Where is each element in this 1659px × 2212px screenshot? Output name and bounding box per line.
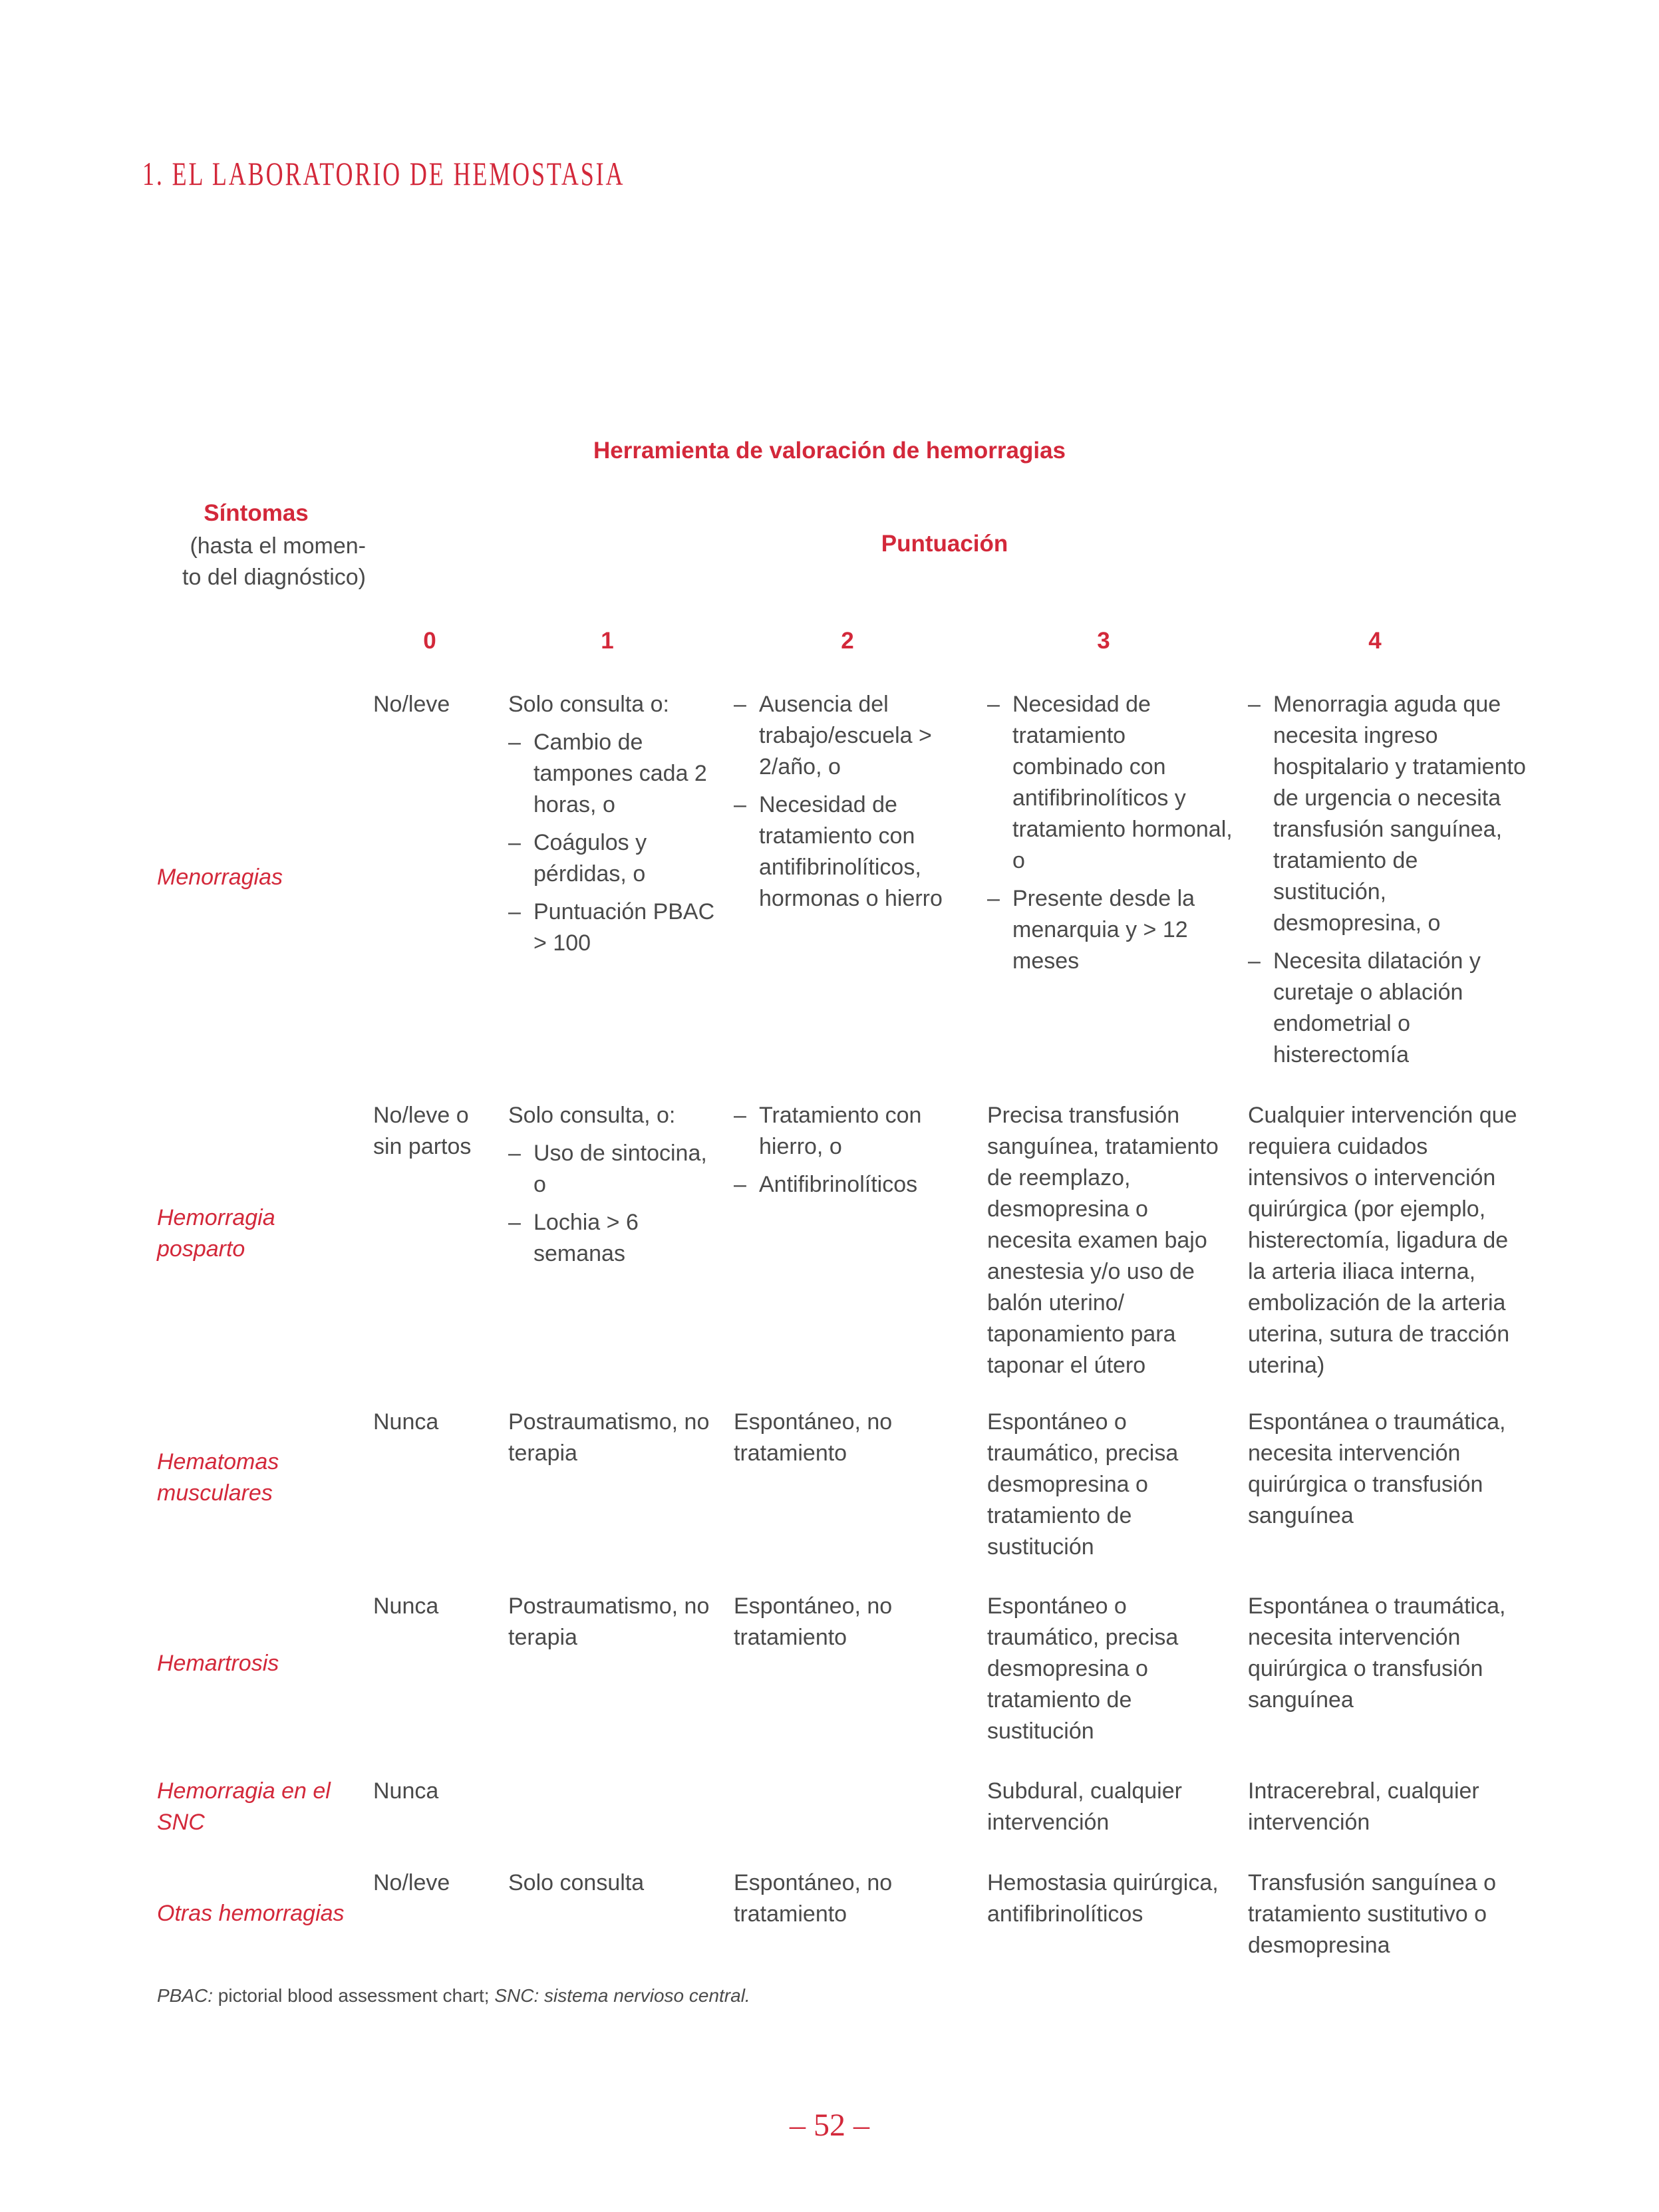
cell-menorragias-2 [734,689,973,921]
score-0: 0 [423,628,436,654]
list-item: – Menorragia aguda que necesita ingreso hospitalario y tratamiento de urgencia o necesita transfusión sanguínea, tratamiento de sustitución, desmopresina, o [1248,689,1527,939]
cell-hemartrosis-1: Postraumatismo, no terapia [508,1593,710,1650]
row-label-hemorragia-posparto [157,1202,350,1265]
cell-otras-0: No/leve [373,1870,450,1895]
cell-otras-3: Hemostasia quirúrgica, antifibrinolíticos [987,1870,1219,1927]
cell-posparto-2 [734,1100,973,1207]
list-item: – Ausencia del trabajo/escuela > 2/año, o [734,689,973,783]
row-label-line: Menorragias [157,865,283,890]
table-title: Herramienta de valoración de hemorragias [593,438,1066,464]
list-item: – Tratamiento con hierro, o [734,1100,973,1163]
cell-hemartrosis-0: Nunca [373,1593,439,1619]
cell-menorragias-3 [987,689,1233,984]
row-label-line: musculares [157,1480,273,1506]
cell-intro: Solo consulta o: [508,692,669,717]
cell-posparto-1 [508,1100,721,1276]
symptoms-sub-line-1: (hasta el momen- [190,533,366,559]
footnote-abbr-snc: SNC: sistema nervioso central. [494,1985,750,2006]
score-3: 3 [1097,628,1110,654]
row-label-line: Otras hemorragias [157,1901,345,1926]
cell-posparto-3: Precisa transfusión sanguínea, tratamiento de reemplazo, desmopresina o necesita examen bajo anestesia y/o uso de balón uterino/ taponamiento para taponar el útero [987,1103,1219,1378]
list-item: – Presente desde la menarquia y > 12 meses [987,883,1233,977]
row-label-line: SNC [157,1810,205,1835]
cell-hematomas-4: Espontánea o traumática, necesita intervención quirúrgica o transfusión sanguínea [1248,1409,1506,1528]
row-label-hemorragia-snc [157,1776,350,1838]
cell-hemartrosis-3: Espontáneo o traumático, precisa desmopresina o tratamiento de sustitución [987,1593,1179,1744]
footnote-abbr-pbac: PBAC: [157,1985,214,2006]
page-number: – 52 – [790,2108,869,2143]
list-item: – Necesidad de tratamiento con antifibrinolíticos, hormonas o hierro [734,789,973,914]
cell-snc-4: Intracerebral, cualquier intervención [1248,1778,1479,1835]
chapter-heading: 1. EL LABORATORIO DE HEMOSTASIA [142,155,625,192]
bullet-list [734,1100,973,1200]
score-header: Puntuación [881,531,1008,557]
row-label-line: Hemorragia en el [157,1778,331,1804]
cell-menorragias-0: No/leve [373,692,450,717]
row-label-line: posparto [157,1236,245,1262]
symptoms-header: Síntomas [204,500,309,526]
cell-hemartrosis-4: Espontánea o traumática, necesita intervención quirúrgica o transfusión sanguínea [1248,1593,1506,1713]
list-item: – Necesidad de tratamiento combinado con antifibrinolíticos y tratamiento hormonal, o [987,689,1233,877]
bullet-list [508,1138,721,1270]
cell-otras-1: Solo consulta [508,1870,645,1895]
symptoms-sub-line-2: to del diagnóstico) [182,565,366,590]
bullet-list [734,689,973,914]
cell-menorragias-1 [508,689,721,966]
cell-otras-4: Transfusión sanguínea o tratamiento sustitutivo o desmopresina [1248,1870,1496,1958]
row-label-menorragias [157,862,350,893]
cell-menorragias-4 [1248,689,1527,1077]
footnote-def-pbac: pictorial blood assessment chart; [213,1985,495,2006]
list-item: – Coágulos y pérdidas, o [508,827,721,890]
row-label-line: Hematomas [157,1449,279,1474]
list-item: – Lochia > 6 semanas [508,1207,721,1270]
row-label-line: Hemartrosis [157,1651,279,1676]
list-item: – Necesita dilatación y curetaje o ablación endometrial o histerectomía [1248,946,1527,1071]
cell-otras-2: Espontáneo, no tratamiento [734,1870,893,1927]
cell-hemartrosis-2: Espontáneo, no tratamiento [734,1593,893,1650]
cell-snc-3: Subdural, cualquier intervención [987,1778,1182,1835]
cell-snc-0: Nunca [373,1778,439,1804]
cell-hematomas-0: Nunca [373,1409,439,1435]
symptoms-subheader [146,531,366,593]
score-1: 1 [601,628,614,654]
row-label-hemartrosis [157,1648,350,1679]
list-item: – Puntuación PBAC > 100 [508,897,721,959]
cell-posparto-4: Cualquier intervención que requiera cuidados intensivos o intervención quirúrgica (por ejemplo, histerectomía, ligadura de la arteria iliaca interna, embolización de la arteria uterina, sutura de tracción uterina) [1248,1103,1517,1378]
row-label-otras-hemorragias [157,1898,350,1929]
cell-hematomas-1: Postraumatismo, no terapia [508,1409,710,1466]
cell-hematomas-2: Espontáneo, no tratamiento [734,1409,893,1466]
score-4: 4 [1368,628,1382,654]
row-label-hematomas-musculares [157,1447,350,1509]
bullet-list [508,727,721,959]
list-item: – Uso de sintocina, o [508,1138,721,1200]
list-item: – Antifibrinolíticos [734,1169,973,1200]
bullet-list [1248,689,1527,1071]
row-label-line: Hemorragia [157,1205,275,1230]
score-2: 2 [841,628,854,654]
bullet-list [987,689,1233,977]
cell-hematomas-3: Espontáneo o traumático, precisa desmopresina o tratamiento de sustitución [987,1409,1179,1560]
footnote [157,1985,750,2006]
cell-posparto-0: No/leve o sin partos [373,1103,472,1159]
cell-intro: Solo consulta, o: [508,1103,676,1128]
list-item: – Cambio de tampones cada 2 horas, o [508,727,721,821]
